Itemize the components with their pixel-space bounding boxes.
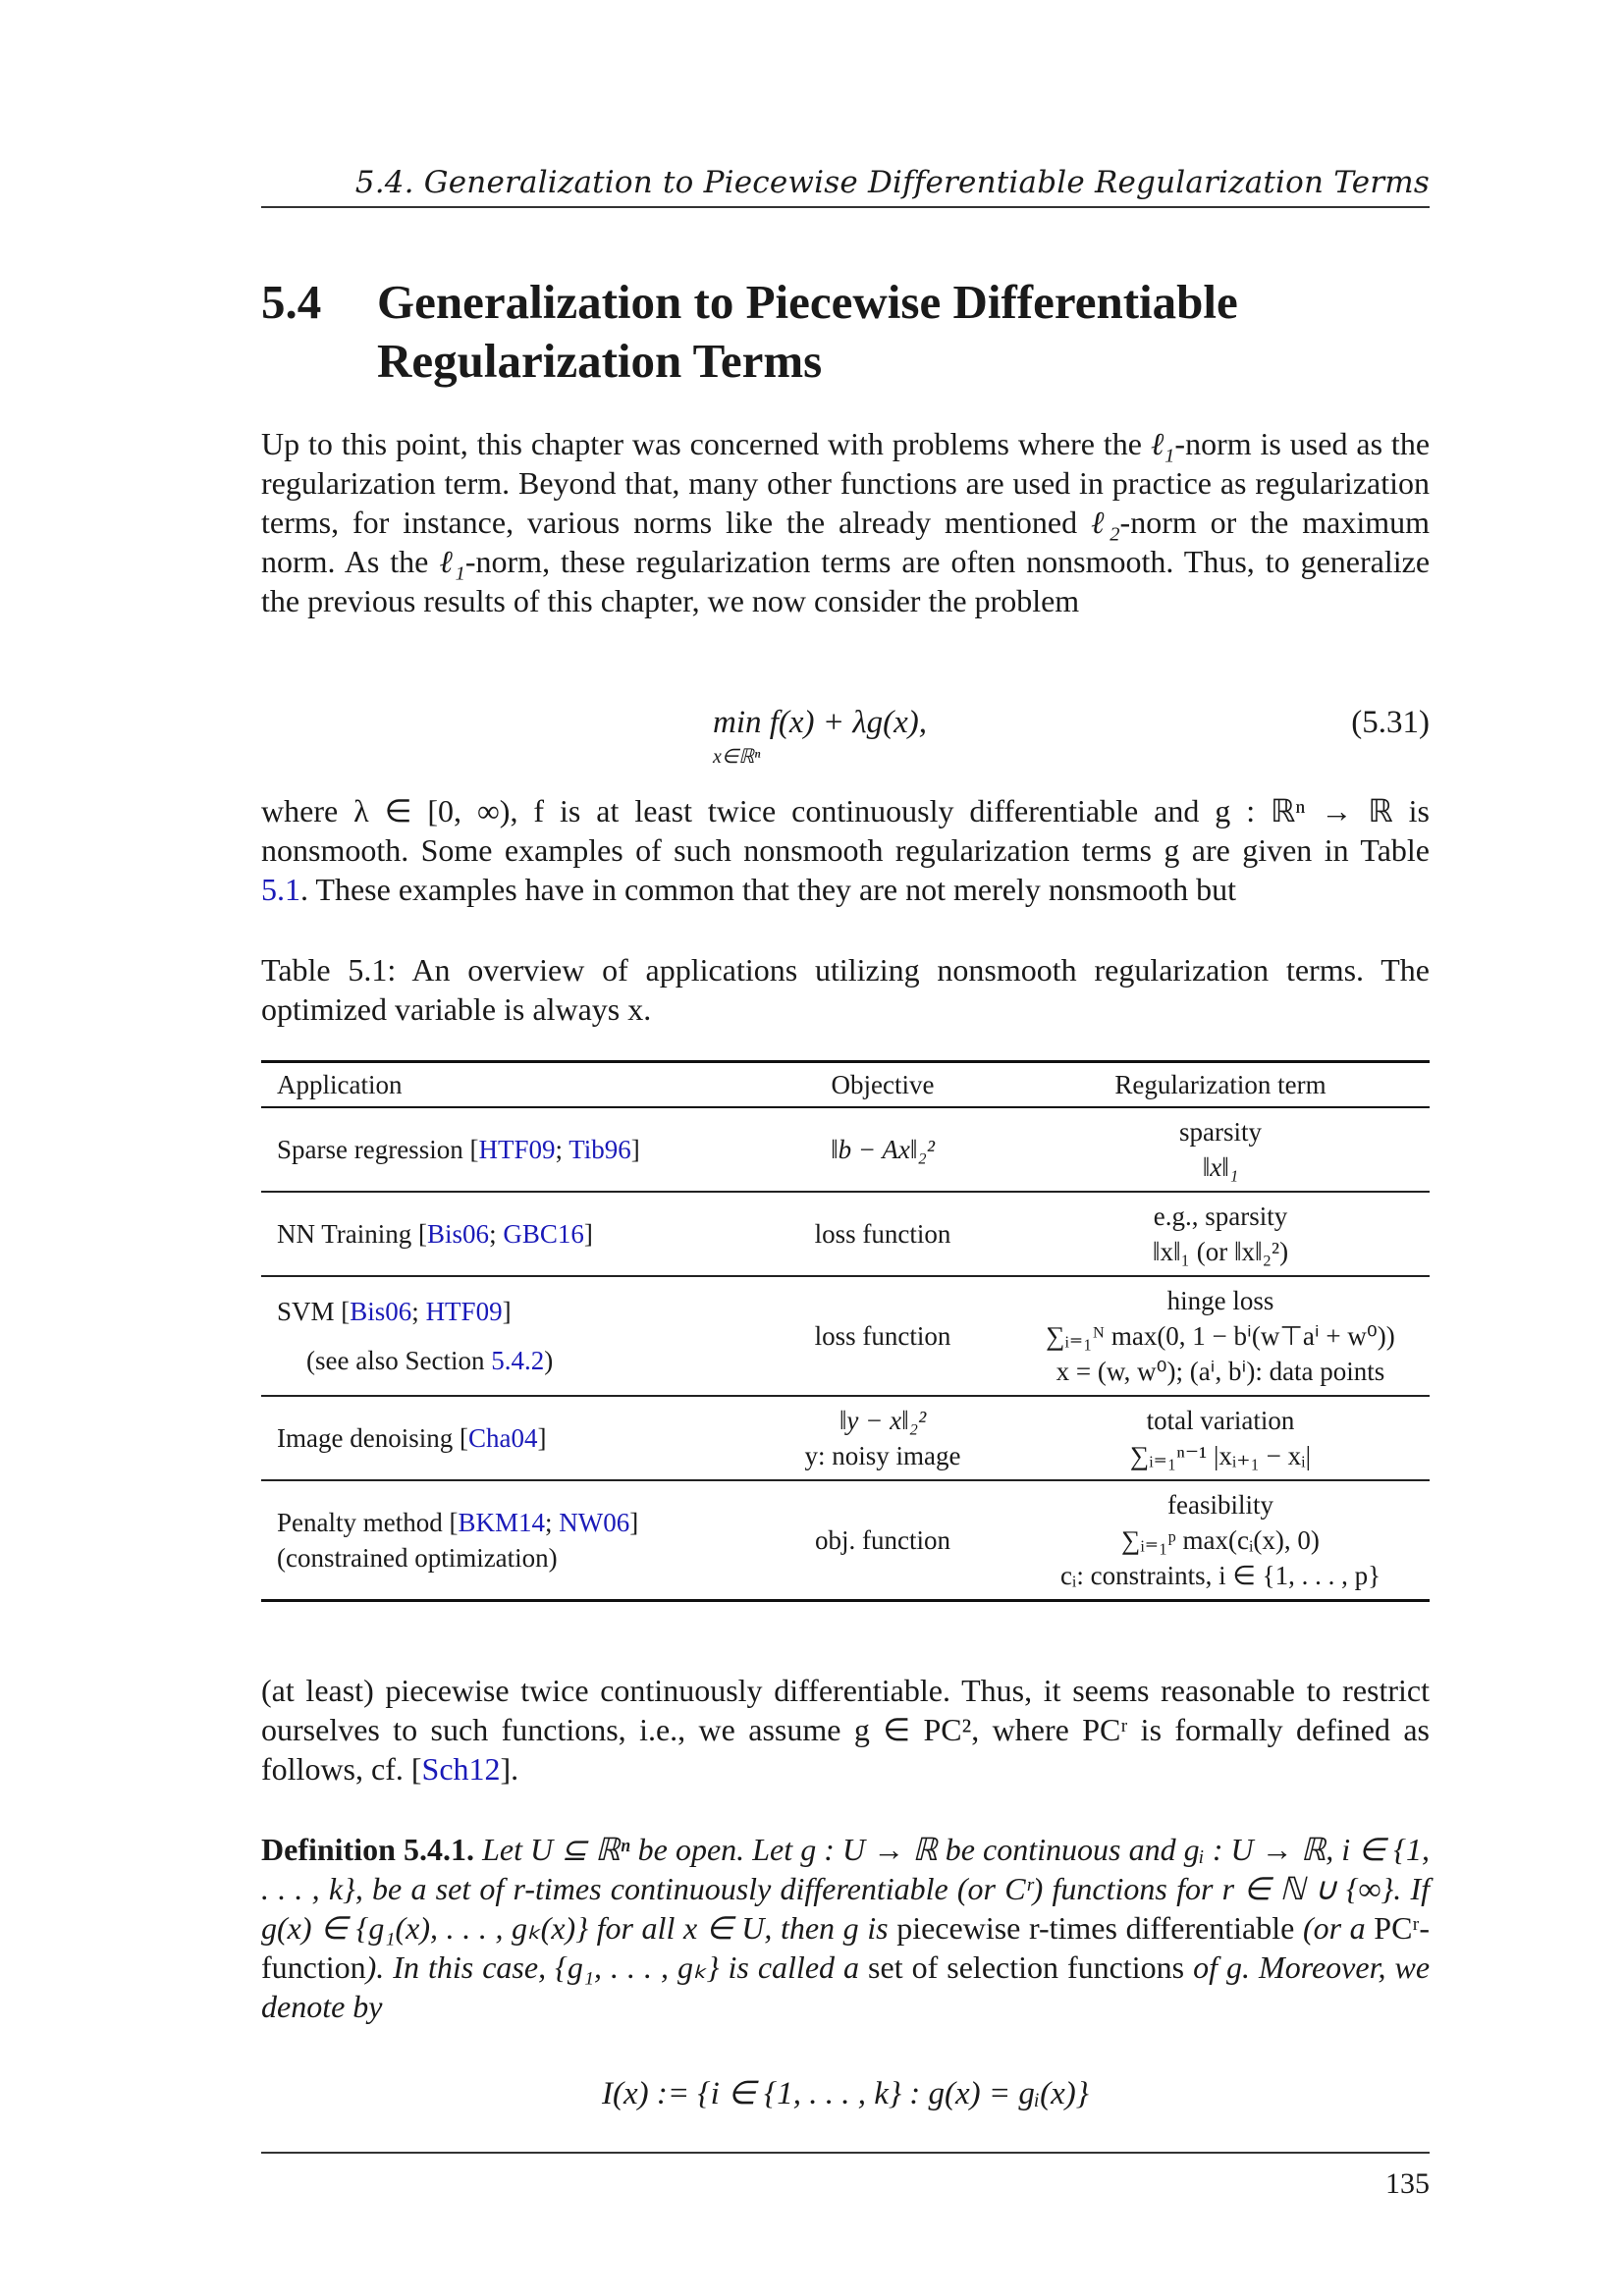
after-table-text-a: (at least) piecewise twice continuously differentiable. Thus, it seems reasonable to restrict ourselves to such functions, i.e., we assume g ∈ PC², where PCʳ is formally defined as follows, cf. [ <box>261 1673 1430 1787</box>
intro-text-2: -norm is used as the regularization term. Beyond that, many other functions are used in practice as regularization terms, for instance, various norms like the already mentioned <box>261 426 1431 540</box>
header-objective: Objective <box>754 1062 1011 1108</box>
header-rule <box>261 206 1430 208</box>
citation-link[interactable]: Cha04 <box>467 1423 538 1453</box>
cell-regularization: total variation ∑ᵢ₌₁ⁿ⁻¹ |xᵢ₊₁ − xᵢ| <box>1011 1396 1430 1480</box>
header-application: Application <box>261 1062 754 1108</box>
definition-text-1: Let U ⊆ ℝⁿ be open. Let g : U → ℝ be continuous and gᵢ : U → ℝ, i ∈ {1, . . . , k}, be a set of r-times continuously differentiable (or Cʳ) functions for r ∈ ℕ ∪ {∞}. If g(x) ∈ {g₁(x), . . . , gₖ(x)} for all x ∈ U, then g is <box>261 1832 1431 1946</box>
intro-text-3: -norm or the maximum norm. As the <box>261 505 1431 579</box>
page-number: 135 <box>1385 2167 1430 2200</box>
definition-text-7: of g. Moreover, we denote by <box>261 1949 1431 2024</box>
cell-regularization: feasibility ∑ᵢ₌₁ᵖ max(cᵢ(x), 0) cᵢ: constraints, i ∈ {1, . . . , p} <box>1011 1480 1430 1601</box>
cell-application: SVM [Bis06; HTF09] (see also Section 5.4.2) <box>261 1276 754 1396</box>
cell-objective: ‖y − x‖₂² y: noisy image <box>754 1396 1011 1480</box>
definition-5-4-1 <box>261 1830 1430 2026</box>
table-row <box>261 1396 1430 1480</box>
citation-link[interactable]: Bis06 <box>427 1219 490 1249</box>
citation-link[interactable]: HTF09 <box>478 1135 556 1164</box>
citation-link[interactable]: BKM14 <box>458 1508 545 1537</box>
cell-regularization: e.g., sparsity ‖x‖₁ (or ‖x‖₂²) <box>1011 1192 1430 1276</box>
table-row <box>261 1192 1430 1276</box>
l2-symbol: ℓ$_2$ <box>1091 505 1120 546</box>
footer-rule <box>261 2152 1430 2154</box>
intro-text-4: -norm, these regularization terms are often nonsmooth. Thus, to generalize the previous results of this chapter, we now consider the problem <box>261 544 1431 618</box>
citation-link[interactable]: NW06 <box>559 1508 630 1537</box>
table-row <box>261 1276 1430 1396</box>
after-table-text-b: ]. <box>500 1751 519 1787</box>
table-row <box>261 1480 1430 1601</box>
cell-application: Image denoising [Cha04] <box>261 1396 754 1480</box>
citation-link[interactable]: HTF09 <box>425 1297 503 1326</box>
equation-subscript: x∈ℝⁿ <box>713 746 761 768</box>
l1-symbol: ℓ$_1$ <box>1150 426 1175 467</box>
section-title: Generalization to Piecewise Differentiable Regularization Terms <box>377 275 1238 388</box>
cell-objective: ‖b − Ax‖₂² <box>754 1107 1011 1192</box>
table-row <box>261 1107 1430 1192</box>
definition-term-2: PCʳ-function <box>261 1910 1431 1985</box>
definition-text-5: ). In this case, {g₁, . . . , gₖ} is called a <box>365 1949 860 1985</box>
cell-objective: loss function <box>754 1276 1011 1396</box>
header-regularization: Regularization term <box>1011 1062 1430 1108</box>
applications-table <box>261 1060 1430 1602</box>
cell-objective: loss function <box>754 1192 1011 1276</box>
citation-link[interactable]: GBC16 <box>503 1219 584 1249</box>
citation-link[interactable]: Sch12 <box>421 1751 501 1787</box>
table-caption: Table 5.1: An overview of applications utilizing nonsmooth regularization terms. The optimized variable is always x. <box>261 952 1430 1027</box>
after-equation-paragraph <box>261 791 1430 909</box>
intro-text-1: this chapter was concerned with problems where the <box>476 426 1142 461</box>
table-ref-link[interactable]: 5.1 <box>261 872 300 907</box>
cell-regularization: hinge loss ∑ᵢ₌₁ᴺ max(0, 1 − bⁱ(w⊤aⁱ + w⁰)) x = (w, w⁰); (aⁱ, bⁱ): data points <box>1011 1276 1430 1396</box>
running-header: 5.4. Generalization to Piecewise Differentiable Regularization Terms <box>354 165 1430 200</box>
after-eq-text-b: . These examples have in common that they are not merely nonsmooth but <box>300 872 1236 907</box>
after-eq-text-a: where λ ∈ [0, ∞), f is at least twice continuously differentiable and g : ℝⁿ → ℝ is nonsmooth. Some examples of such nonsmooth regularization terms g are given in Table <box>261 793 1430 868</box>
intro-lead: Up to this point, <box>261 426 468 461</box>
cell-application: Sparse regression [HTF09; Tib96] <box>261 1107 754 1192</box>
table-header-row <box>261 1062 1430 1108</box>
section-ref-link[interactable]: 5.4.2 <box>491 1346 545 1375</box>
definition-heading: Definition 5.4.1. <box>261 1832 474 1867</box>
section-number: 5.4 <box>261 275 322 329</box>
equation-label: (5.31) <box>1351 705 1430 740</box>
l1-symbol-2: ℓ$_1$ <box>439 544 465 585</box>
definition-term-1: piecewise r-times differentiable <box>896 1910 1295 1946</box>
cell-application: Penalty method [BKM14; NW06] (constrained optimization) <box>261 1480 754 1601</box>
index-set-equation: I(x) := {i ∈ {1, . . . , k} : g(x) = gᵢ(x)} <box>602 2076 1089 2111</box>
citation-link[interactable]: Tib96 <box>568 1135 631 1164</box>
intro-paragraph <box>261 424 1430 620</box>
citation-link[interactable]: Bis06 <box>350 1297 412 1326</box>
definition-term-3: set of selection functions <box>868 1949 1185 1985</box>
cell-application: NN Training [Bis06; GBC16] <box>261 1192 754 1276</box>
cell-objective: obj. function <box>754 1480 1011 1601</box>
after-table-paragraph <box>261 1671 1430 1789</box>
cell-regularization: sparsity ‖x‖₁ <box>1011 1107 1430 1192</box>
equation-body: min f(x) + λg(x), <box>713 705 927 740</box>
definition-text-3: (or a <box>1302 1910 1366 1946</box>
